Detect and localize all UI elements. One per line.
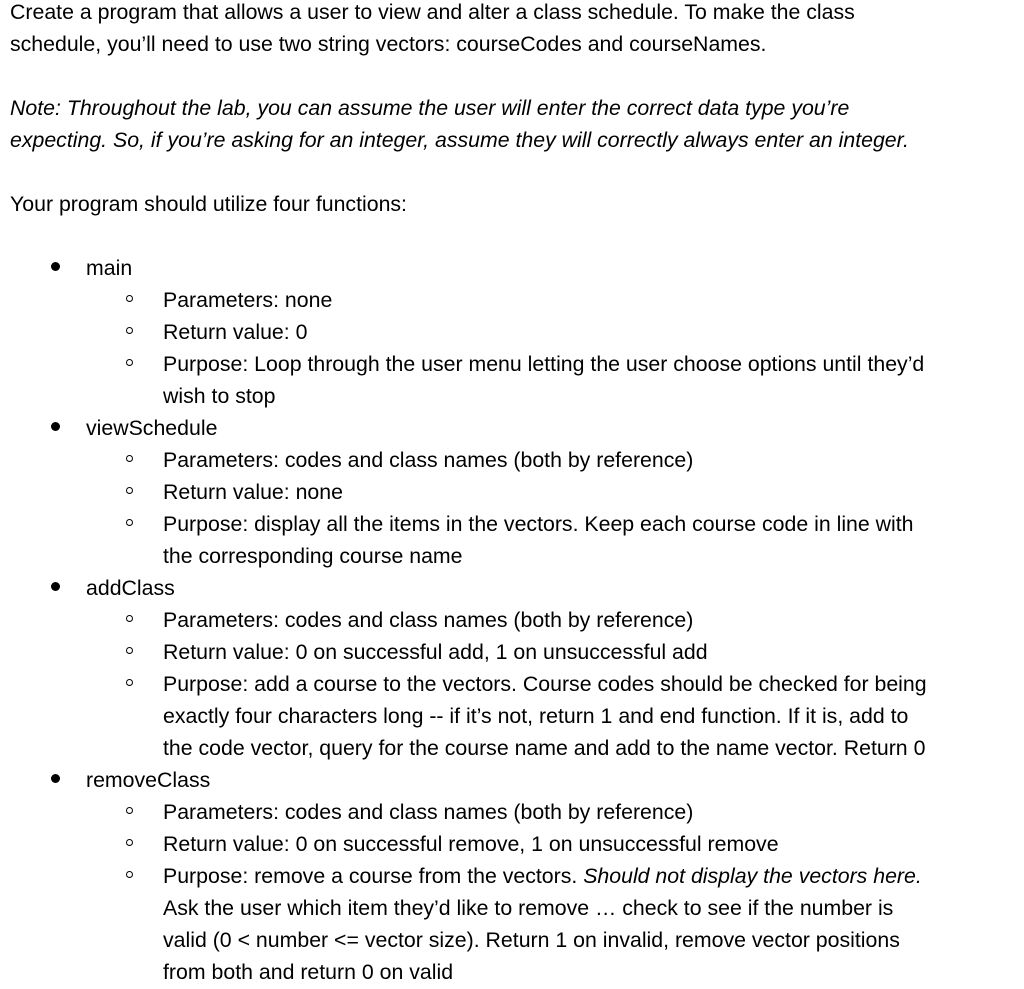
circle-bullet-icon [126,615,133,622]
note-line-1: Note: Throughout the lab, you can assume the user will enter the correct data type you’re [10,96,850,120]
addclass-purpose-line-3: the code vector, query for the course name and add to the name vector. Return 0 [163,736,926,760]
viewschedule-parameters: Parameters: codes and class names (both by reference) [163,448,694,472]
circle-bullet-icon [126,295,133,302]
removeclass-purpose-line-3: valid (0 < number <= vector size). Return 1 on invalid, remove vector positions [163,928,900,952]
addclass-purpose-line-2: exactly four characters long -- if it’s not, return 1 and end function. If it is, add to [163,704,909,728]
removeclass-purpose-line-2: Ask the user which item they’d like to remove … check to see if the number is [163,896,894,920]
bullet-icon [51,582,60,591]
circle-bullet-icon [126,807,133,814]
circle-bullet-icon [126,487,133,494]
bullet-icon [51,422,60,431]
note-line-2: expecting. So, if you’re asking for an integer, assume they will correctly always enter an integer. [10,128,909,152]
function-name-main: main [86,256,133,280]
circle-bullet-icon [126,455,133,462]
circle-bullet-icon [126,327,133,334]
circle-bullet-icon [126,359,133,366]
circle-bullet-icon [126,871,133,878]
function-name-viewschedule: viewSchedule [86,416,218,440]
intro-line-1: Create a program that allows a user to view and alter a class schedule. To make the class [10,0,855,24]
addclass-return-value: Return value: 0 on successful add, 1 on unsuccessful add [163,640,708,664]
removeclass-purpose-italic: Should not display the vectors here. [583,864,922,888]
bullet-icon [51,774,60,783]
viewschedule-purpose-line-1: Purpose: display all the items in the vectors. Keep each course code in line with [163,512,914,536]
removeclass-parameters: Parameters: codes and class names (both by reference) [163,800,694,824]
functions-intro: Your program should utilize four functions: [10,192,407,216]
addclass-purpose-line-1: Purpose: add a course to the vectors. Course codes should be checked for being [163,672,927,696]
circle-bullet-icon [126,519,133,526]
function-name-addclass: addClass [86,576,175,600]
removeclass-return-value: Return value: 0 on successful remove, 1 on unsuccessful remove [163,832,779,856]
removeclass-purpose-line-4: from both and return 0 on valid [163,960,454,984]
removeclass-purpose-plain: Purpose: remove a course from the vectors. [163,864,584,888]
intro-line-2: schedule, you’ll need to use two string vectors: courseCodes and courseNames. [10,32,767,56]
bullet-icon [51,262,60,271]
circle-bullet-icon [126,679,133,686]
main-purpose-line-2: wish to stop [163,384,276,408]
circle-bullet-icon [126,647,133,654]
main-return-value: Return value: 0 [163,320,308,344]
function-name-removeclass: removeClass [86,768,211,792]
viewschedule-return-value: Return value: none [163,480,343,504]
removeclass-purpose-line-1 [163,866,922,887]
addclass-parameters: Parameters: codes and class names (both by reference) [163,608,694,632]
main-parameters: Parameters: none [163,288,333,312]
viewschedule-purpose-line-2: the corresponding course name [163,544,463,568]
circle-bullet-icon [126,839,133,846]
main-purpose-line-1: Purpose: Loop through the user menu letting the user choose options until they’d [163,352,925,376]
